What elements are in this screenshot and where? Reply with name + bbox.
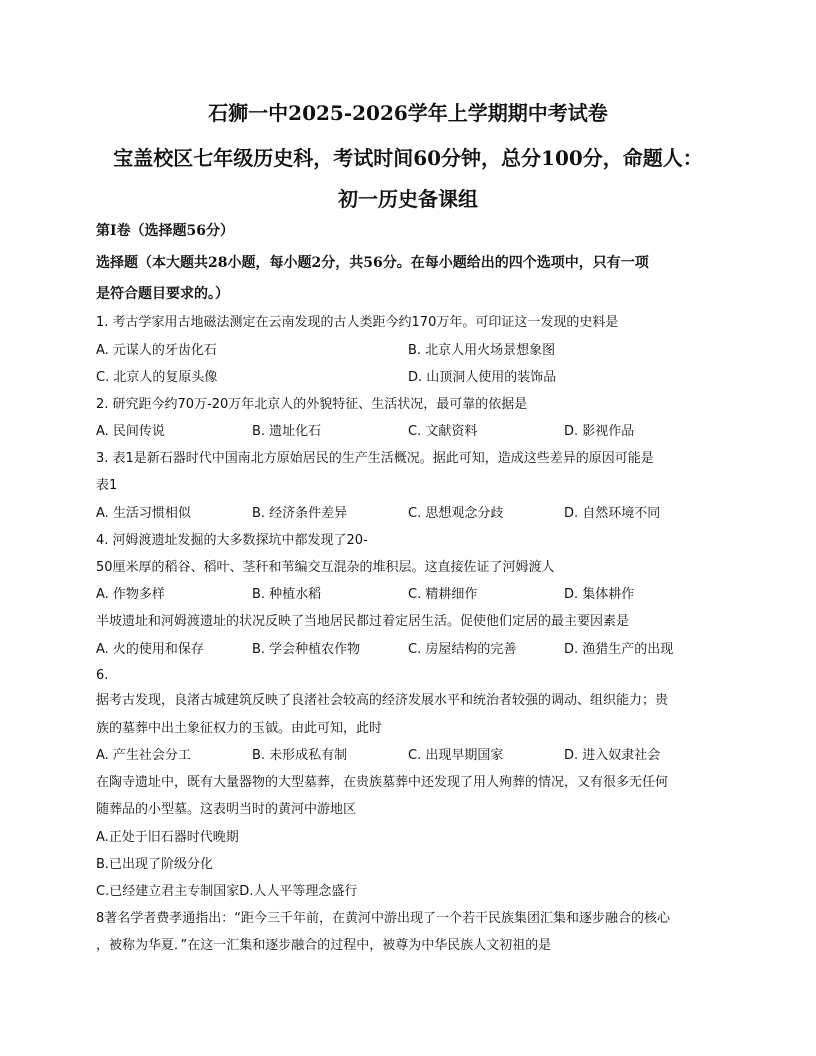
section-instructions: 选择题（本大题共28小题，每小题2分，共56分。在每小题给出的四个选项中，只有一项 — [96, 255, 649, 271]
option-a[interactable]: A. 火的使用和保存 — [96, 642, 204, 657]
question-stem: 4. 河姆渡遗址发掘的大多数探坑中都发现了20- — [96, 533, 368, 548]
option-c[interactable]: C. 思想观念分歧 — [408, 506, 504, 521]
question-stem-cont: 50厘米厚的稻谷、稻叶、茎秆和苇编交互混杂的堆积层。这直接佐证了河姆渡人 — [96, 560, 555, 575]
option-row — [96, 586, 736, 604]
option-a[interactable]: A. 民间传说 — [96, 424, 165, 439]
option-b[interactable]: B. 北京人用火场景想象图 — [408, 343, 556, 358]
exam-subtitle: 宝盖校区七年级历史科，考试时间60分钟，总分100分，命题人： — [113, 146, 703, 170]
option-a[interactable]: A. 生活习惯相似 — [96, 506, 191, 521]
option-a[interactable]: A. 元谋人的牙齿化石 — [96, 343, 217, 358]
option-c[interactable]: C. 出现早期国家 — [408, 748, 504, 763]
option-d[interactable]: D. 渔猎生产的出现 — [564, 642, 674, 657]
question-stem: 2. 研究距今约70万-20万年北京人的外貌特征、生活状况，最可靠的依据是 — [96, 397, 528, 412]
question-stem: 3. 表1是新石器时代中国南北方原始居民的生产生活概况。据此可知，造成这些差异的原因可能是 — [96, 451, 654, 466]
option-c[interactable]: C. 北京人的复原头像 — [96, 370, 218, 385]
option-c[interactable]: C. 房屋结构的完善 — [408, 642, 517, 657]
option-row — [96, 641, 736, 659]
option-row — [96, 747, 736, 765]
option-row — [96, 505, 736, 523]
question-stem: 半坡遗址和河姆渡遗址的状况反映了当地居民都过着定居生活。促使他们定居的最主要因素是 — [96, 614, 630, 629]
option-c-d[interactable]: C.已经建立君主专制国家D.人人平等理念盛行 — [96, 884, 358, 899]
option-a[interactable]: A. 产生社会分工 — [96, 748, 191, 763]
question-stem-cont: 族的墓葬中出土象征权力的玉钺。由此可知，此时 — [96, 721, 383, 736]
option-d[interactable]: D. 集体耕作 — [564, 587, 635, 602]
option-b[interactable]: B.已出现了阶级分化 — [96, 857, 214, 872]
option-b[interactable]: B. 学会种植农作物 — [252, 642, 361, 657]
question-stem-cont: 随葬品的小型墓。这表明当时的黄河中游地区 — [96, 802, 357, 817]
option-row — [96, 369, 736, 387]
option-d[interactable]: D. 进入奴隶社会 — [564, 748, 661, 763]
exam-title: 石狮一中2025-2026学年上学期期中考试卷 — [208, 101, 608, 125]
question-stem: 1. 考古学家用古地磁法测定在云南发现的古人类距今约170万年。可印证这一发现的史料是 — [96, 315, 619, 330]
question-stem: 据考古发现，良渚古城建筑反映了良渚社会较高的经济发展水平和统治者较强的调动、组织能力；贵 — [96, 693, 669, 708]
exam-author-line: 初一历史备课组 — [338, 187, 478, 211]
option-b[interactable]: B. 未形成私有制 — [252, 748, 348, 763]
option-d[interactable]: D. 自然环境不同 — [564, 506, 661, 521]
option-b[interactable]: B. 遗址化石 — [252, 424, 322, 439]
question-number: 6. — [96, 668, 109, 683]
option-a[interactable]: A. 作物多样 — [96, 587, 165, 602]
option-d[interactable]: D. 影视作品 — [564, 424, 635, 439]
table-label: 表1 — [96, 478, 118, 493]
question-stem: 在陶寺遗址中，既有大量器物的大型墓葬，在贵族墓葬中还发现了用人殉葬的情况，又有很多无任何 — [96, 775, 669, 790]
option-c[interactable]: C. 精耕细作 — [408, 587, 478, 602]
section-heading: 第Ⅰ卷（选择题56分） — [96, 223, 235, 239]
question-stem: 8著名学者费孝通指出：“距今三千年前，在黄河中游出现了一个若干民族集团汇集和逐步融合的核心 — [96, 911, 671, 926]
question-stem-cont: ，被称为华夏．”在这一汇集和逐步融合的过程中，被尊为中华民族人文初祖的是 — [96, 938, 552, 953]
option-c[interactable]: C. 文献资料 — [408, 424, 478, 439]
option-b[interactable]: B. 种植水稻 — [252, 587, 322, 602]
option-row — [96, 423, 736, 441]
section-instructions-cont: 是符合题目要求的。） — [96, 286, 229, 302]
option-a[interactable]: A.正处于旧石器时代晚期 — [96, 830, 239, 845]
option-d[interactable]: D. 山顶洞人使用的装饰品 — [408, 370, 557, 385]
option-b[interactable]: B. 经济条件差异 — [252, 506, 348, 521]
option-row — [96, 342, 736, 360]
